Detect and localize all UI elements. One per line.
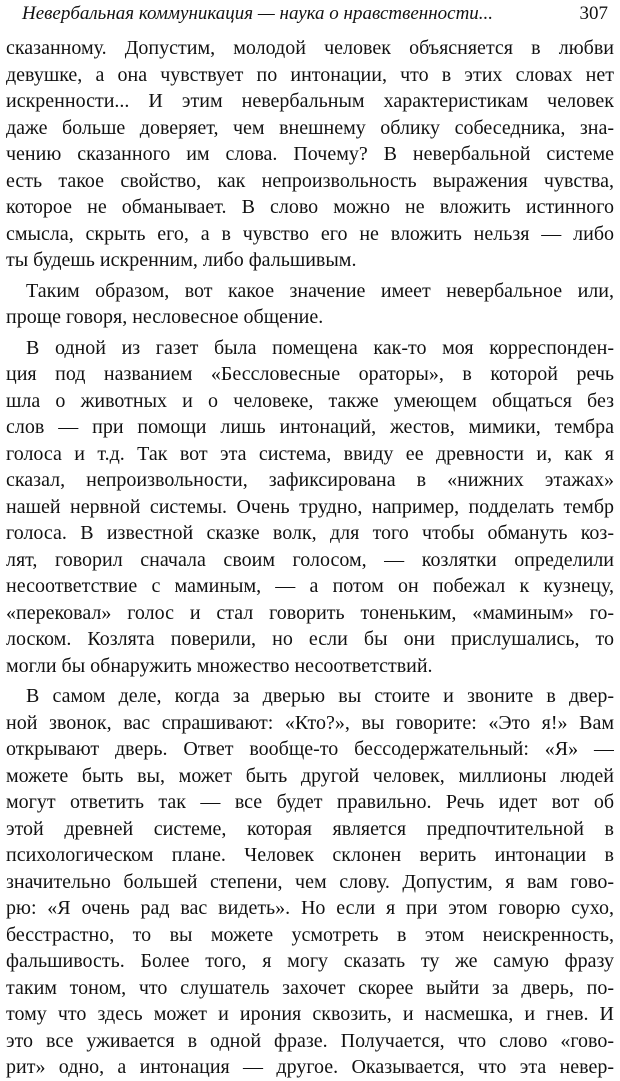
text-line: есть такое свойство, как непроизвольность выражения чувства, [6,169,614,192]
text-line: таким тоном, что слушатель захочет скорее выйти за дверь, по- [6,976,614,999]
text-line: «перековал» голос и стал говорить тоненьким, «маминым» го- [6,601,614,624]
text-line: открывают дверь. Ответ вообще-то бессодержательный: «Я» — [6,738,614,760]
text-line: психологическом плане. Человек склонен верить интонации в [6,844,614,866]
text-line: голоса и т.д. Так вот эта система, ввиду ее древности и, как я [6,442,614,465]
text-line: шла о животных и о человеке, также умеющем общаться без [6,389,614,412]
running-header [22,2,608,28]
text-line: нашей нервной системы. Очень трудно, например, подделать тембр [6,495,614,518]
text-line: проще говоря, несловесное общение. [6,306,324,328]
text-line: лоском. Козлята поверили, но если бы они прислушались, то [6,628,614,650]
text-line: В одной из газет была помещена как-то моя корреспонден- [26,336,614,359]
paragraph-4 [6,683,614,1081]
running-title: Невербальная коммуникация — наука о нравственности... [22,3,494,24]
text-line: сказанному. Допустим, молодой человек объясняется в любви [6,37,614,59]
text-line: рю: «Я очень рад вас видеть». Но если я при этом говорю сухо, [6,897,614,919]
text-line: могли бы обнаружить множество несоответствий. [6,654,433,677]
text-line: девушке, а она чувствует по интонации, что в этих словах нет [6,63,614,86]
text-line: чению сказанного им слова. Почему? В невербальной системе [6,143,614,165]
text-line: это все уживается в одной фразе. Получается, что слово «гово- [6,1029,614,1052]
text-line: смысла, скрыть его, а в чувство его не вложить нельзя — либо [6,222,614,245]
text-line: ты будешь искренним, либо фальшивым. [6,249,357,271]
text-line: тому что здесь может и ирония сквозить, и насмешка, и гнев. И [6,1003,614,1025]
page-number: 307 [579,3,608,24]
text-line: лят, говорил сначала своим голосом, — козлятки определили [6,548,614,571]
text-line: этой древней системе, которая является предпочтительной в [6,817,614,840]
text-body [6,35,614,1081]
text-line: В самом деле, когда за дверью вы стоите и звоните в двер- [26,685,614,707]
text-line: ной звонок, вас спрашивают: «Кто?», вы говорите: «Это я!» Вам [6,711,614,734]
paragraph-3 [6,335,614,680]
paragraph-2 [6,278,614,331]
paragraph-1 [6,35,614,274]
text-line: значительно большей степени, чем слову. Допустим, я вам гово- [6,870,614,893]
text-line: бесстрастно, то вы можете усмотреть в этом неискренность, [6,923,614,946]
text-line: даже больше доверяет, чем внешнему облику собеседника, зна- [6,116,614,139]
text-line: можете быть вы, может быть другой человек, миллионы людей [6,764,614,787]
text-line: могут ответить так — все будет правильно. Речь идет вот об [6,791,614,813]
text-line: которое не обманывает. В слово можно не вложить истинного [6,196,614,218]
text-line: сказал, непроизвольности, зафиксирована в «нижних этажах» [6,469,614,491]
text-line: фальшивость. Более того, я могу сказать ту же самую фразу [6,950,614,972]
text-line: слов — при помощи лишь интонаций, жестов, мимики, тембра [6,416,614,438]
text-line: несоответствие с маминым, — а потом он побежал к кузнецу, [6,575,614,597]
text-line: рит» одно, а интонация — другое. Оказывается, что эта невер- [6,1056,614,1078]
text-line: искренности... И этим невербальным характеристикам человек [6,90,614,112]
text-line: голоса. В известной сказке волк, для того чтобы обмануть коз- [6,522,614,544]
text-line: Таким образом, вот какое значение имеет невербальное или, [26,279,614,302]
text-line: ция под названием «Бессловесные ораторы», в которой речь [6,363,614,385]
